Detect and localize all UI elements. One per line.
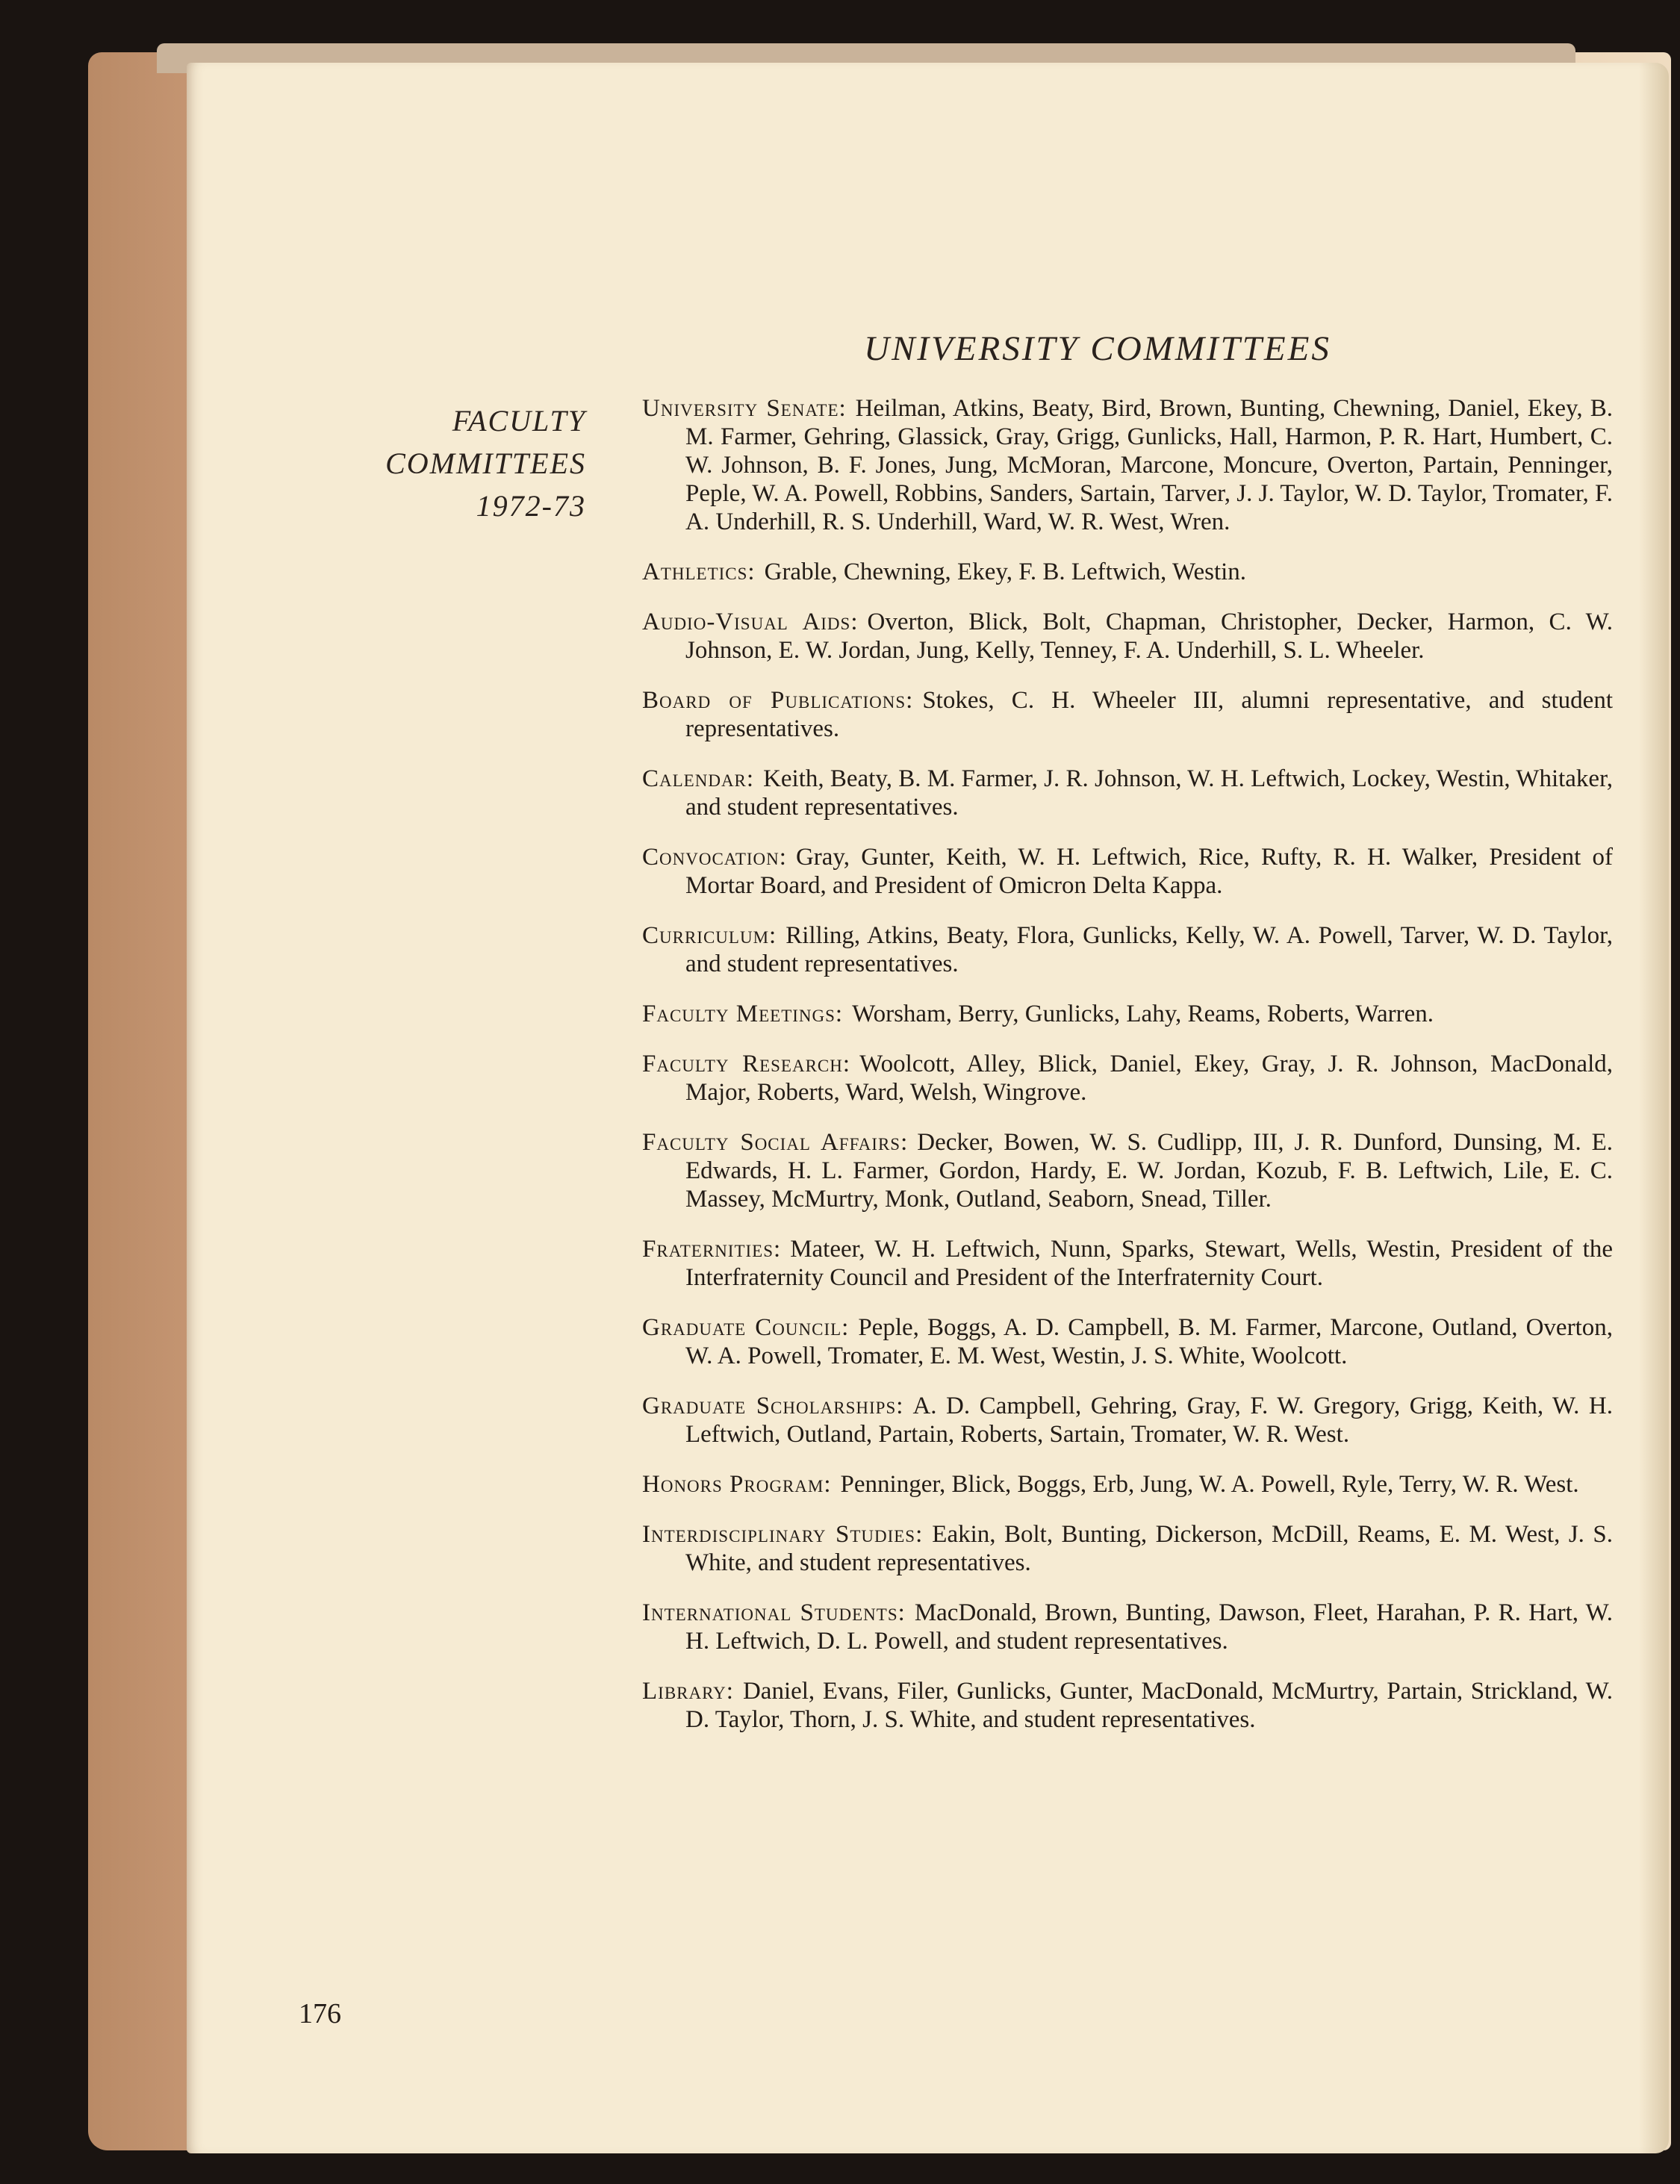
side-title-line: COMMITTEES — [385, 447, 586, 480]
committee-name: Interdisciplinary Studies: — [642, 1521, 924, 1548]
committee-entry — [642, 1470, 1613, 1499]
committee-entry — [642, 608, 1613, 665]
page-heading: UNIVERSITY COMMITTEES — [864, 329, 1331, 368]
committee-name: Convocation: — [642, 844, 787, 871]
committee-name: University Senate: — [642, 395, 847, 422]
committee-entry — [642, 394, 1613, 536]
committee-members: Peple, Boggs, A. D. Campbell, B. M. Farmer, Marcone, Outland, Overton, W. A. Powell, Tromater, E. M. West, Westin, J. S. White, Woolcott. — [685, 1314, 1613, 1369]
committee-entry — [642, 843, 1613, 900]
committee-members: A. D. Campbell, Gehring, Gray, F. W. Gregory, Grigg, Keith, W. H. Leftwich, Outland, Partain, Roberts, Sartain, Tromater, W. R. West. — [685, 1393, 1614, 1448]
committee-name: Calendar: — [642, 765, 755, 792]
committee-members: Worsham, Berry, Gunlicks, Lahy, Reams, Roberts, Warren. — [852, 1001, 1434, 1027]
committee-members: Decker, Bowen, W. S. Cudlipp, III, J. R. Dunford, Dunsing, M. E. Edwards, H. L. Farmer, Gordon, Hardy, E. W. Jordan, Kozub, F. B. Leftwich, Lile, E. C. Massey, McMurtry, Monk, Outland, Seaborn, Snead, Tiller. — [685, 1129, 1613, 1213]
committee-name: Fraternities: — [642, 1236, 782, 1263]
committee-name: Faculty Research: — [642, 1051, 851, 1077]
committee-members: Stokes, C. H. Wheeler III, alumni representative, and student representatives. — [685, 687, 1613, 742]
committee-entry — [642, 1392, 1613, 1449]
committee-name: Faculty Social Affairs: — [642, 1129, 909, 1156]
committee-name: Honors Program: — [642, 1471, 832, 1498]
committee-members: Grable, Chewning, Ekey, F. B. Leftwich, Westin. — [764, 559, 1247, 585]
committee-members: Heilman, Atkins, Beaty, Bird, Brown, Bunting, Chewning, Daniel, Ekey, B. M. Farmer, Gehring, Glassick, Gray, Grigg, Gunlicks, Hall, Harmon, P. R. Hart, Humbert, C. W. Johnson, B. F. Jones, Jung, McMoran, Marcone, Moncure, Overton, Partain, Penninger, Peple, W. A. Powell, Robbins, Sanders, Sartain, Tarver, J. J. Taylor, W. D. Taylor, Tromater, F. A. Underhill, R. S. Underhill, Ward, W. R. West, Wren. — [685, 395, 1613, 535]
committee-name: Graduate Scholarships: — [642, 1393, 904, 1419]
committee-name: Board of Publications: — [642, 687, 914, 714]
committee-entry — [642, 1050, 1613, 1107]
committee-entry — [642, 1000, 1613, 1028]
committee-entry — [642, 1313, 1613, 1370]
committee-name: Library: — [642, 1678, 734, 1705]
committee-members: MacDonald, Brown, Bunting, Dawson, Fleet, Harahan, P. R. Hart, W. H. Leftwich, D. L. Powell, and student representatives. — [685, 1599, 1613, 1655]
committee-entry — [642, 1235, 1613, 1292]
committee-list — [642, 394, 1613, 1755]
committee-members: Gray, Gunter, Keith, W. H. Leftwich, Rice, Rufty, R. H. Walker, President of Mortar Board, and President of Omicron Delta Kappa. — [685, 844, 1613, 899]
committee-members: Daniel, Evans, Filer, Gunlicks, Gunter, MacDonald, McMurtry, Partain, Strickland, W. D. Taylor, Thorn, J. S. White, and student representatives. — [685, 1678, 1613, 1733]
committee-entry — [642, 765, 1613, 821]
committee-members: Eakin, Bolt, Bunting, Dickerson, McDill, Reams, E. M. West, J. S. White, and student representatives. — [685, 1521, 1614, 1576]
committee-entry — [642, 1520, 1613, 1577]
side-title — [314, 399, 586, 527]
committee-name: Faculty Meetings: — [642, 1001, 844, 1027]
committee-members: Rilling, Atkins, Beaty, Flora, Gunlicks, Kelly, W. A. Powell, Tarver, W. D. Taylor, and student representatives. — [685, 922, 1613, 977]
committee-name: Curriculum: — [642, 922, 777, 949]
committee-name: Athletics: — [642, 559, 756, 585]
committee-name: International Students: — [642, 1599, 906, 1626]
committee-entry — [642, 1128, 1613, 1213]
committee-entry — [642, 921, 1613, 978]
committee-members: Keith, Beaty, B. M. Farmer, J. R. Johnson, W. H. Leftwich, Lockey, Westin, Whitaker, and student representatives. — [685, 765, 1613, 821]
committee-members: Mateer, W. H. Leftwich, Nunn, Sparks, Stewart, Wells, Westin, President of the Interfraternity Council and President of the Interfraternity Court. — [685, 1236, 1613, 1291]
committee-entry — [642, 1677, 1613, 1734]
committee-members: Overton, Blick, Bolt, Chapman, Christopher, Decker, Harmon, C. W. Johnson, E. W. Jordan, Jung, Kelly, Tenney, F. A. Underhill, S. L. Wheeler. — [685, 609, 1613, 664]
committee-members: Woolcott, Alley, Blick, Daniel, Ekey, Gray, J. R. Johnson, MacDonald, Major, Roberts, Ward, Welsh, Wingrove. — [685, 1051, 1613, 1106]
committee-entry — [642, 1599, 1613, 1655]
committee-entry — [642, 558, 1613, 586]
committee-members: Penninger, Blick, Boggs, Erb, Jung, W. A. Powell, Ryle, Terry, W. R. West. — [840, 1471, 1579, 1498]
page-gutter-shade — [1639, 63, 1669, 2153]
committee-name: Audio-Visual Aids: — [642, 609, 859, 635]
committee-entry — [642, 686, 1613, 743]
page-number: 176 — [299, 1998, 341, 2029]
side-title-line: FACULTY — [452, 404, 586, 438]
side-title-year: 1972-73 — [476, 489, 586, 523]
committee-name: Graduate Council: — [642, 1314, 850, 1341]
